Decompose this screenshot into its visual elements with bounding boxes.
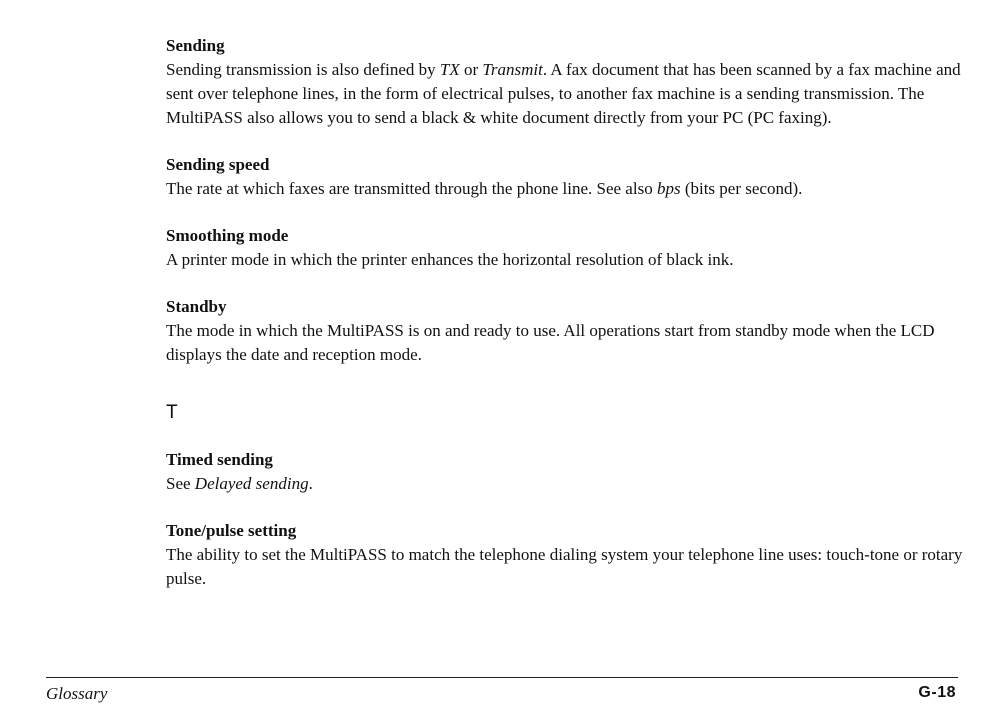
definition-text: (bits per second).: [680, 179, 803, 198]
entry-definition: [166, 58, 966, 130]
entry-term: Sending: [166, 36, 225, 55]
entry-definition: [166, 177, 966, 201]
footer-divider: [46, 677, 958, 678]
definition-text: or: [459, 60, 483, 79]
definition-emphasis: TX: [439, 60, 460, 79]
entry-term: Smoothing mode: [166, 226, 289, 245]
definition-text: . A fax document that has been scanned by a fax machine and sent over telephone lines, in the form of electrical pulses, to another fax machine is a sending transmission. The MultiPASS also allows you to send a black & white document directly from your PC (PC faxing).: [166, 60, 961, 127]
entry-definition: [166, 472, 966, 496]
glossary-entry: [166, 224, 966, 272]
definition-text: Sending transmission is also defined by: [166, 60, 440, 79]
definition-emphasis: Transmit: [482, 60, 543, 79]
glossary-entry: [166, 295, 966, 367]
entry-definition: The ability to set the MultiPASS to match the telephone dialing system your telephone line uses: touch-tone or rotary pulse.: [166, 545, 963, 588]
glossary-entry: [166, 519, 966, 591]
glossary-entry: [166, 448, 966, 496]
section-letter-heading: T: [166, 402, 178, 423]
glossary-entry: [166, 34, 966, 130]
definition-emphasis: bps: [656, 179, 681, 198]
entry-term: Timed sending: [166, 450, 273, 469]
entry-term: Standby: [166, 297, 227, 316]
entry-definition: The mode in which the MultiPASS is on and ready to use. All operations start from standby mode when the LCD displays the date and reception mode.: [166, 321, 935, 364]
glossary-content: [166, 34, 966, 591]
glossary-entry: [166, 153, 966, 201]
footer-section-name: Glossary: [46, 684, 108, 703]
definition-text: The rate at which faxes are transmitted through the phone line. See also: [166, 179, 657, 198]
entry-term: Tone/pulse setting: [166, 521, 297, 540]
page-number: G-18: [918, 684, 956, 701]
entry-definition: A printer mode in which the printer enhances the horizontal resolution of black ink.: [166, 250, 734, 269]
definition-text: See: [166, 474, 195, 493]
definition-emphasis: Delayed sending: [194, 474, 309, 493]
entry-term: Sending speed: [166, 155, 270, 174]
definition-text: .: [308, 474, 313, 493]
